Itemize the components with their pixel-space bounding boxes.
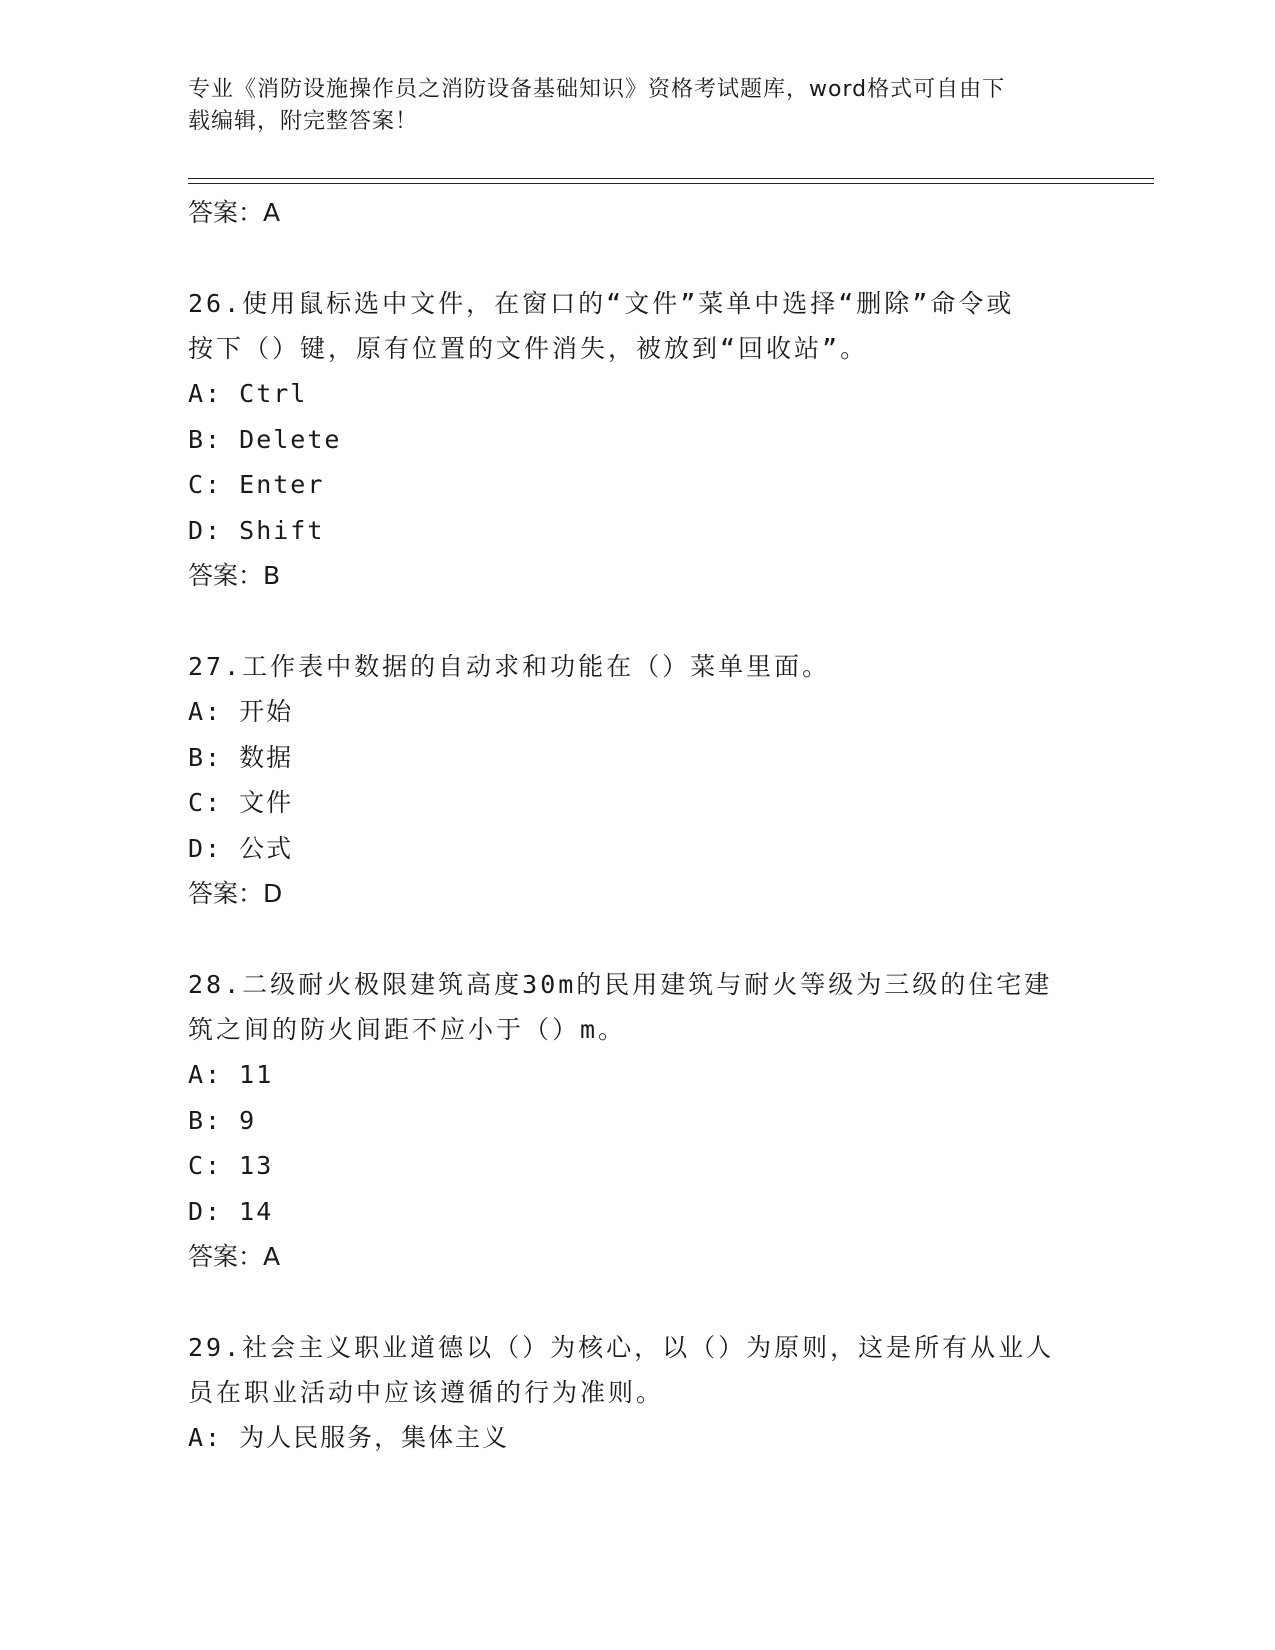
answer-line: 答案：B <box>188 561 281 590</box>
option-a: A: Ctrl <box>188 379 308 408</box>
option-a: A: 11 <box>188 1060 274 1089</box>
header-divider-top <box>188 178 1154 179</box>
header-line-1: 专业《消防设施操作员之消防设备基础知识》资格考试题库，word格式可自由下 <box>188 77 1006 102</box>
answer-line: 答案：D <box>188 879 283 908</box>
question-item <box>188 281 1088 599</box>
question-text: 28.二级耐火极限建筑高度30m的民用建筑与耐火等级为三级的住宅建 筑之间的防火间距不应小于（）m。 <box>188 970 1053 1044</box>
option-b: B: Delete <box>188 424 342 454</box>
option-c: C: Enter <box>188 470 325 499</box>
option-b: B: 数据 <box>188 742 294 772</box>
question-item <box>188 644 1088 917</box>
question-text: 26.使用鼠标选中文件，在窗口的“文件”菜单中选择“删除”命令或 按下（）键，原有位置的文件消失，被放到“回收站”。 <box>188 289 1015 363</box>
option-d: D: Shift <box>188 515 325 545</box>
option-c: C: 13 <box>188 1151 274 1180</box>
answer-line: 答案：A <box>188 198 281 227</box>
option-a: A: 为人民服务，集体主义 <box>188 1423 510 1452</box>
option-d: D: 14 <box>188 1196 274 1226</box>
option-d: D: 公式 <box>188 833 294 863</box>
question-list <box>188 190 1088 1461</box>
header-divider-bottom <box>188 183 1154 184</box>
question-item <box>188 962 1088 1280</box>
answer-line: 答案：A <box>188 1242 281 1271</box>
option-c: C: 文件 <box>188 788 294 817</box>
header-line-2: 载编辑，附完整答案！ <box>188 109 419 134</box>
document-header <box>188 74 1068 138</box>
option-b: B: 9 <box>188 1105 257 1135</box>
question-text: 29.社会主义职业道德以（）为核心，以（）为原则，这是所有从业人 员在职业活动中应该遵循的行为准则。 <box>188 1333 1055 1407</box>
option-a: A: 开始 <box>188 697 294 726</box>
question-item <box>188 1325 1088 1461</box>
question-text: 27.工作表中数据的自动求和功能在（）菜单里面。 <box>188 652 831 681</box>
